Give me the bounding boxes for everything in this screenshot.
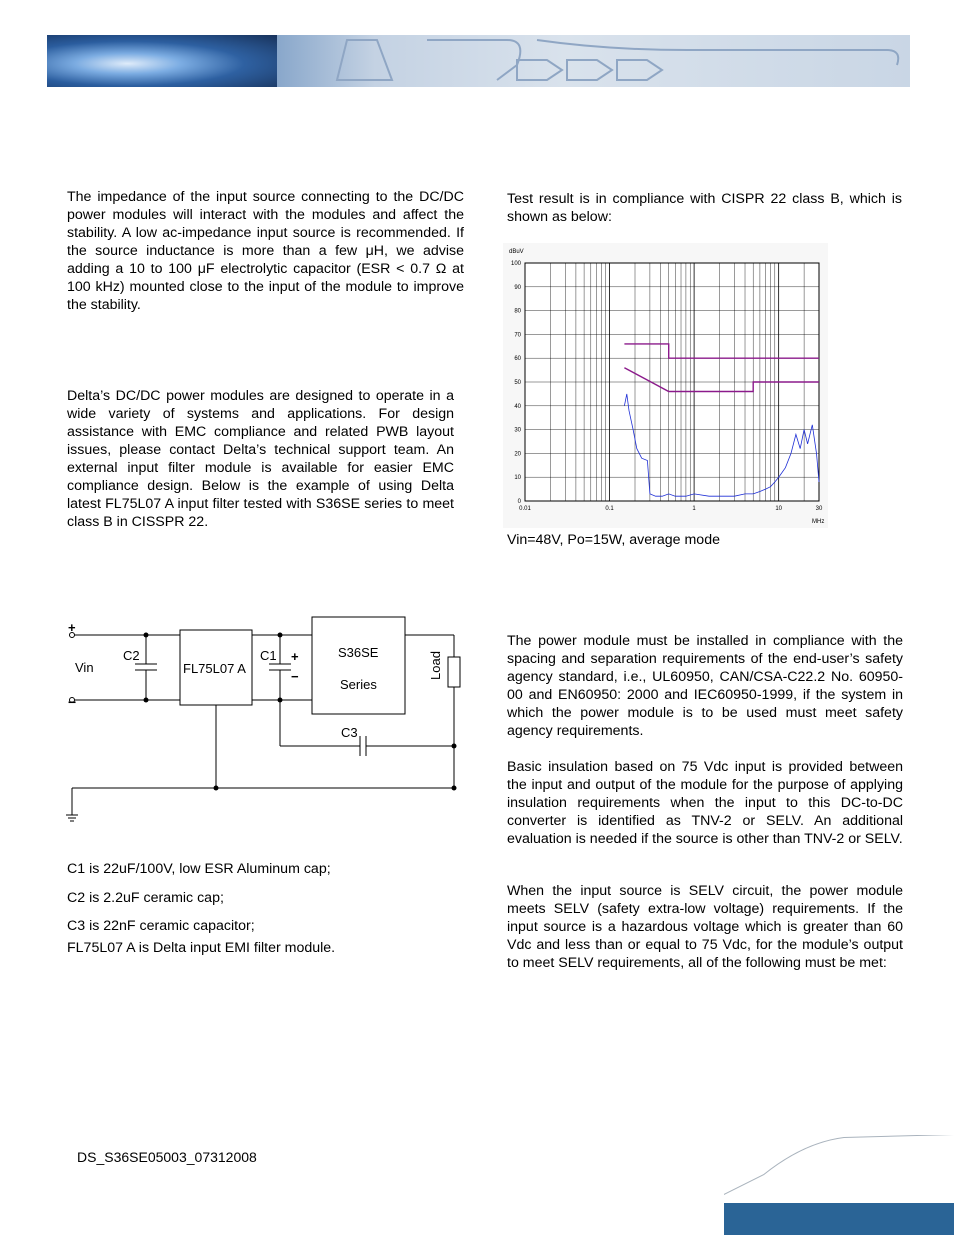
- safety-paragraph-1: The power module must be installed in compliance with the spacing and separation requirements of the end-user’s safety agency standard, i.e., UL60950, CAN/CSA-C22.2 No. 60950-00 and EN60950: 2000 and IEC60950-1999, if the system in which the power module is to be used must meet safety agency requirements.: [507, 633, 903, 739]
- y-tick-label: 0: [517, 499, 521, 505]
- y-tick-label: 90: [514, 284, 521, 291]
- module-name-label: S36SE: [338, 645, 379, 660]
- c2-label: C2: [123, 648, 140, 663]
- c3-label: C3: [341, 725, 358, 740]
- y-tick-label: 80: [514, 308, 521, 315]
- input-impedance-paragraph: The impedance of the input source connecting to the DC/DC power modules will interact with the modules and affect the stability. A low ac-impedance input source is recommended. If the source inductance is more than a few μH, we advise adding a 10 to 100 μF electrolytic capacitor (ESR < 0.7 Ω at 100 kHz) mounted close to the input of the module to improve the stability.: [67, 189, 464, 313]
- emi-chart: [503, 243, 828, 528]
- filter-module-label: FL75L07 A: [183, 661, 246, 676]
- y-tick-label: 30: [514, 427, 521, 434]
- c1-plus-sign: +: [291, 649, 299, 664]
- note-c2: C2 is 2.2uF ceramic cap;: [67, 890, 224, 906]
- y-tick-label: 100: [510, 261, 521, 267]
- module-series-label: Series: [340, 677, 377, 692]
- document-id: DS_S36SE05003_07312008: [77, 1149, 257, 1165]
- x-tick-label: 10: [775, 506, 783, 512]
- note-c1: C1 is 22uF/100V, low ESR Aluminum cap;: [67, 861, 331, 877]
- filter-schematic: [62, 610, 472, 825]
- y-tick-label: 10: [514, 475, 521, 482]
- x-tick-label: 0.1: [605, 506, 614, 512]
- x-tick-label: 0.01: [519, 506, 531, 512]
- x-tick-label: 30: [815, 506, 823, 512]
- c1-minus-sign: −: [291, 669, 299, 684]
- load-label: Load: [428, 651, 443, 680]
- note-filter: FL75L07 A is Delta input EMI filter module.: [67, 940, 336, 956]
- footer-corner-graphic: [724, 1135, 954, 1235]
- x-tick-label: 1: [692, 506, 696, 512]
- x-axis-label: MHz: [812, 519, 825, 525]
- note-c3: C3 is 22nF ceramic capacitor;: [67, 918, 255, 934]
- y-axis-label: dBuV: [509, 249, 524, 255]
- c1-label: C1: [260, 648, 277, 663]
- banner-decoration: [47, 35, 910, 87]
- chart-caption: Vin=48V, Po=15W, average mode: [507, 532, 720, 548]
- input-minus-sign: −: [68, 694, 77, 710]
- y-tick-label: 60: [514, 356, 521, 363]
- vin-label: Vin: [75, 660, 94, 675]
- input-plus-sign: +: [68, 620, 76, 635]
- safety-paragraph-3: When the input source is SELV circuit, the power module meets SELV (safety extra-low voltage) requirements. If the input source is a hazardous voltage which is greater than 60 Vdc and less than or equal to 75 Vdc, for the module’s output to meet SELV requirements, all of the following must be met:: [507, 883, 903, 971]
- y-tick-label: 70: [514, 332, 521, 339]
- y-tick-label: 40: [514, 403, 521, 410]
- safety-paragraph-2: Basic insulation based on 75 Vdc input is provided between the input and output of the module for the purpose of applying insulation requirements when the input to this DC-to-DC converter is identified as TNV-2 or SELV. An additional evaluation is needed if the source is other than TNV-2 or SELV.: [507, 759, 903, 847]
- header-banner: [47, 35, 910, 87]
- emc-paragraph: Delta’s DC/DC power modules are designed to operate in a wide variety of systems and applications. For design assistance with EMC compliance and related PWB layout issues, please contact Delta’s technical support team. An external input filter module is available for easier EMC compliance design. Below is the example of using Delta latest FL75L07 A input filter tested with S36SE series to meet class B in CISSPR 22.: [67, 388, 454, 530]
- test-result-paragraph: Test result is in compliance with CISPR 22 class B, which is shown as below:: [507, 191, 902, 225]
- y-tick-label: 20: [514, 451, 521, 458]
- y-tick-label: 50: [514, 380, 521, 386]
